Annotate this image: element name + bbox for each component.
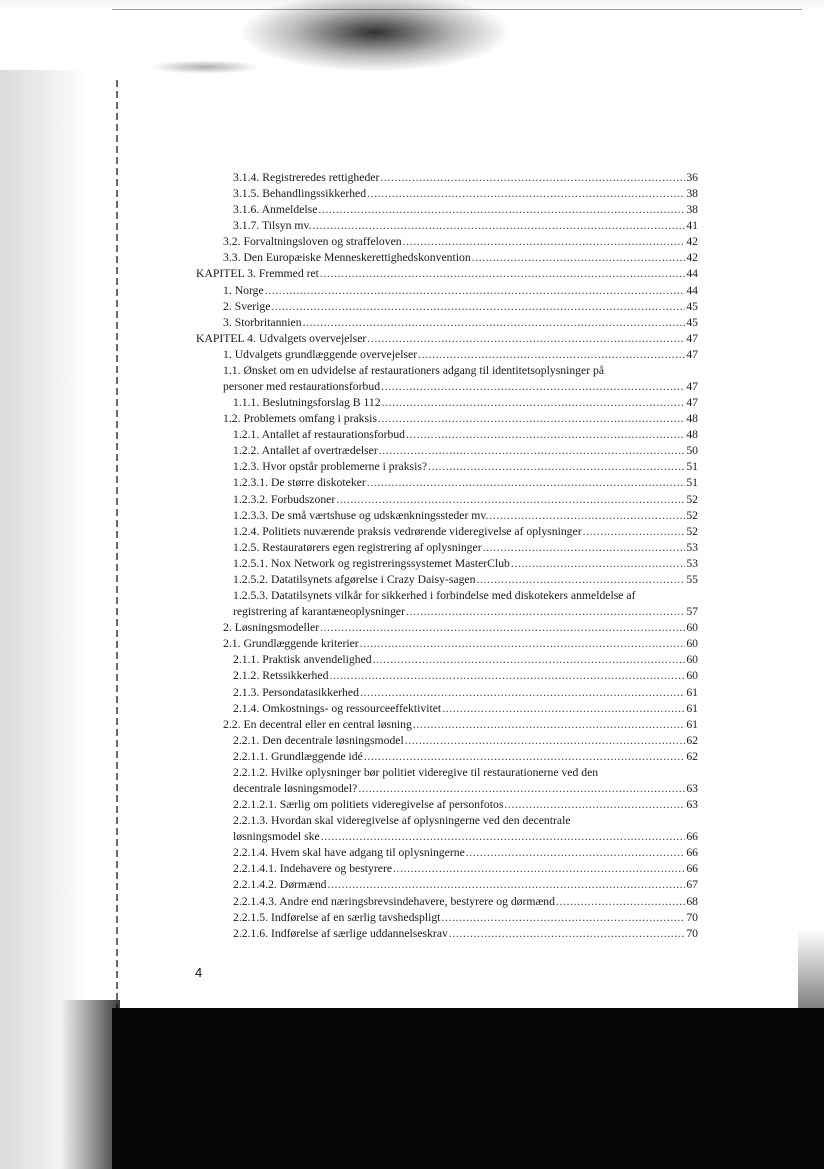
toc-entry-row: [233, 894, 698, 910]
toc-entry-title: 1.2.5. Restauratørers egen registrering af oplysninger: [233, 540, 482, 554]
toc-entry: [233, 588, 698, 620]
toc-entry: [233, 813, 698, 845]
toc-entry-page: 53: [686, 540, 698, 554]
toc-entry-title: 3.1.5. Behandlingssikkerhed: [233, 187, 367, 201]
toc-entry-title: 3.1.6. Anmeldelse: [233, 203, 318, 217]
dot-leader: [413, 717, 685, 733]
toc-entry-title: 1.2.1. Antallet af restaurationsforbud: [233, 428, 406, 442]
toc-entry-title: 2.1.1. Praktisk anvendelighed: [233, 653, 372, 667]
toc-entry-title: 1.2.3.3. De små værtshuse og udskænkningssteder mv.: [233, 508, 489, 522]
toc-entry-page: 60: [686, 621, 698, 635]
toc-entry-page: 53: [686, 556, 698, 570]
toc-entry: [233, 652, 698, 668]
dot-leader: [358, 781, 685, 797]
toc-entry: [223, 363, 698, 395]
toc-entry: [223, 250, 698, 266]
toc-entry: [223, 315, 698, 331]
scan-right-edge: [798, 930, 824, 1010]
dot-leader: [504, 797, 685, 813]
toc-entry-title: 1. Udvalgets grundlæggende overvejelser: [223, 347, 418, 361]
toc-entry-title: 1.2.2. Antallet af overtrædelser: [233, 444, 378, 458]
dot-leader: [406, 604, 685, 620]
dot-leader: [583, 524, 686, 540]
toc-entry-row: [223, 234, 698, 250]
toc-entry-title: 1.1.1. Beslutningsforslag B 112: [233, 396, 381, 410]
toc-entry: [233, 459, 698, 475]
toc-entry: [233, 765, 698, 797]
toc-entry-row: [233, 540, 698, 556]
dot-leader: [379, 443, 686, 459]
toc-entry: [233, 218, 698, 234]
dot-leader: [511, 556, 685, 572]
toc-entry-page: 41: [686, 219, 698, 233]
scan-left-edge: [116, 80, 118, 1140]
toc-entry-row: [233, 459, 698, 475]
toc-entry-row: [223, 717, 698, 733]
toc-entry: [223, 620, 698, 636]
toc-entry-title: 2.2.1.4.3. Andre end næringsbrevsindehavere, bestyrere og dørmænd: [233, 894, 555, 908]
toc-entry: [223, 636, 698, 652]
toc-entry-page: 70: [686, 910, 698, 924]
toc-entry-title: KAPITEL 3. Fremmed ret: [196, 267, 319, 281]
page-number: 4: [195, 965, 203, 980]
toc-entry-title: 2.1.3. Persondatasikkerhed: [233, 685, 359, 699]
toc-entry-row: [233, 604, 698, 620]
toc-entry: [233, 749, 698, 765]
dot-leader: [373, 652, 686, 668]
toc-entry-title: 2.1. Grundlæggende kriterier: [223, 637, 359, 651]
toc-entry-title: 2.2.1.2. Hvilke oplysninger bør politiet videregive til restaurationerne ved den: [233, 765, 599, 779]
scan-smudge-small: [150, 60, 260, 74]
toc-entry-page: 61: [686, 701, 698, 715]
dot-leader: [320, 266, 685, 282]
dot-leader: [360, 636, 686, 652]
toc-entry-page: 44: [686, 283, 698, 297]
scan-bottom-black: [112, 1008, 824, 1169]
dot-leader: [441, 910, 685, 926]
dot-leader: [418, 347, 685, 363]
toc-entry-row: [233, 781, 698, 797]
toc-entry: [233, 910, 698, 926]
toc-entry-page: 38: [686, 187, 698, 201]
toc-entry: [223, 234, 698, 250]
dot-leader: [378, 411, 685, 427]
toc-entry-page: 66: [686, 862, 698, 876]
toc-entry: [196, 331, 698, 347]
toc-entry-row: [233, 877, 698, 893]
toc-entry-page: 66: [686, 830, 698, 844]
toc-entry-page: 63: [686, 781, 698, 795]
toc-entry-title: 1.2.3. Hvor opstår problemerne i praksis?: [233, 460, 428, 474]
toc-entry-title: 2.2.1.1. Grundlæggende idé: [233, 749, 363, 763]
dot-leader: [472, 250, 686, 266]
toc-entry-page: 50: [686, 444, 698, 458]
dot-leader: [360, 685, 685, 701]
toc-entry-title: 1.2.5.3. Datatilsynets vilkår for sikkerhed i forbindelse med diskotekers anmeldelse af: [233, 589, 636, 603]
toc-entry-row: [233, 668, 698, 684]
toc-entry-title: 2.2.1.6. Indførelse af særlige uddannelseskrav: [233, 926, 448, 940]
toc-entry-page: 42: [686, 235, 698, 249]
toc-entry: [233, 701, 698, 717]
toc-entry-continuation: decentrale løsningsmodel?: [233, 781, 358, 795]
toc-entry-title: 2.2.1.4.1. Indehavere og bestyrere: [233, 862, 393, 876]
toc-entry: [233, 492, 698, 508]
dot-leader: [364, 749, 685, 765]
toc-entry-title: 3. Storbritannien: [223, 315, 302, 329]
toc-entry-title: 3.1.7. Tilsyn mv.: [233, 219, 312, 233]
toc-entry-page: 47: [686, 347, 698, 361]
toc-entry-page: 60: [686, 653, 698, 667]
dot-leader: [328, 877, 686, 893]
toc-entry: [233, 427, 698, 443]
toc-entry-page: 52: [686, 524, 698, 538]
toc-entry-title: 1.2.3.2. Forbudszoner: [233, 492, 336, 506]
toc-entry-title: 2.2.1. Den decentrale løsningsmodel: [233, 733, 404, 747]
dot-leader: [367, 186, 685, 202]
dot-leader: [321, 829, 686, 845]
dot-leader: [367, 475, 686, 491]
toc-entry-row: [233, 701, 698, 717]
toc-entry-row: [233, 685, 698, 701]
toc-entry-row: [223, 283, 698, 299]
toc-entry: [233, 572, 698, 588]
toc-entry-row: [233, 910, 698, 926]
toc-entry-page: 62: [686, 733, 698, 747]
toc-entry-page: 55: [686, 572, 698, 586]
toc-entry-title: 3.2. Forvaltningsloven og straffeloven: [223, 235, 402, 249]
toc-entry-row: [233, 186, 698, 202]
toc-entry-page: 45: [686, 315, 698, 329]
toc-entry: [233, 443, 698, 459]
toc-entry-page: 51: [686, 476, 698, 490]
toc-entry-title: 1. Norge: [223, 283, 264, 297]
toc-entry-title: 2.1.4. Omkostnings- og ressourceeffektivitet: [233, 701, 442, 715]
toc-entry-page: 63: [686, 798, 698, 812]
dot-leader: [556, 894, 685, 910]
toc-entry: [223, 299, 698, 315]
toc-entry: [233, 508, 698, 524]
toc-entry-title: 3.3. Den Europæiske Menneskerettighedskonvention: [223, 251, 471, 265]
dot-leader: [466, 845, 686, 861]
toc-entry-page: 61: [686, 685, 698, 699]
toc-entry-page: 60: [686, 637, 698, 651]
toc-entry: [233, 475, 698, 491]
dot-leader: [320, 620, 685, 636]
toc-entry-row: [233, 524, 698, 540]
toc-entry-row: [233, 926, 698, 942]
dot-leader: [367, 331, 685, 347]
toc-entry-row: [196, 331, 698, 347]
toc-entry-row: [196, 266, 698, 282]
toc-entry: [233, 845, 698, 861]
toc-entry-row: [233, 652, 698, 668]
toc-entry-title: 2. Løsningsmodeller: [223, 621, 320, 635]
toc-entry-row: [223, 299, 698, 315]
toc-entry-title: 1.1. Ønsket om en udvidelse af restaurationers adgang til identitetsoplysninger på: [223, 363, 605, 377]
toc-entry-title: 1.2.3.1. De større diskoteker: [233, 476, 366, 490]
toc-entry: [233, 524, 698, 540]
toc-entry-title: 2. Sverige: [223, 299, 271, 313]
toc-entry-title: 2.2.1.5. Indførelse af en særlig tavshedspligt: [233, 910, 441, 924]
toc-entry-page: 38: [686, 203, 698, 217]
toc-entry: [233, 540, 698, 556]
toc-entry-title: 3.1.4. Registreredes rettigheder: [233, 171, 380, 184]
toc-entry-row: [233, 170, 698, 186]
dot-leader: [381, 379, 685, 395]
dot-leader: [303, 315, 686, 331]
dot-leader: [476, 572, 685, 588]
toc-entry-title: 1.2.5.2. Datatilsynets afgørelse i Crazy Daisy-sagen: [233, 572, 476, 586]
toc-entry-page: 60: [686, 669, 698, 683]
scan-bottom-fade: [60, 1000, 120, 1169]
toc-entry-continuation: registrering af karantæneoplysninger: [233, 605, 406, 619]
toc-entry-page: 66: [686, 846, 698, 860]
dot-leader: [403, 234, 686, 250]
toc-entry: [233, 861, 698, 877]
toc-entry: [233, 186, 698, 202]
toc-entry-title: 1.2. Problemets omfang i praksis: [223, 412, 377, 426]
toc-entry-continuation: løsningsmodel ske: [233, 830, 320, 844]
toc-entry-page: 68: [686, 894, 698, 908]
toc-entry-title: 2.1.2. Retssikkerhed: [233, 669, 329, 683]
toc-entry-page: 67: [686, 878, 698, 892]
toc-entry-row: [233, 572, 698, 588]
toc-entry-page: 51: [686, 460, 698, 474]
dot-leader: [336, 492, 685, 508]
dot-leader: [483, 540, 686, 556]
toc-entry-page: 52: [686, 508, 698, 522]
toc-entry-row: [223, 379, 698, 395]
toc-entry-page: 47: [686, 396, 698, 410]
toc-entry-row: [223, 315, 698, 331]
dot-leader: [329, 668, 685, 684]
dot-leader: [382, 395, 686, 411]
toc-entry-row: [233, 829, 698, 845]
toc-entry-title: KAPITEL 4. Udvalgets overvejelser: [196, 331, 367, 345]
toc-entry-row: [223, 620, 698, 636]
toc-entry-page: 61: [686, 717, 698, 731]
toc-entry: [233, 685, 698, 701]
table-of-contents: [196, 170, 698, 942]
dot-leader: [442, 701, 685, 717]
toc-entry: [223, 347, 698, 363]
toc-entry-page: 36: [686, 171, 698, 184]
toc-entry-page: 57: [686, 605, 698, 619]
toc-entry: [233, 733, 698, 749]
toc-entry: [233, 877, 698, 893]
toc-entry: [233, 894, 698, 910]
dot-leader: [265, 283, 686, 299]
toc-entry-row: [233, 395, 698, 411]
toc-entry-page: 47: [686, 380, 698, 394]
toc-entry: [233, 668, 698, 684]
toc-entry-page: 48: [686, 412, 698, 426]
toc-entry-row: [233, 508, 698, 524]
toc-entry-continuation: personer med restaurationsforbud: [223, 380, 381, 394]
toc-entry-page: 44: [686, 267, 698, 281]
toc-entry: [233, 395, 698, 411]
toc-entry-row: [233, 492, 698, 508]
toc-entry-row: [233, 845, 698, 861]
toc-entry-title: 2.2. En decentral eller en central løsning: [223, 717, 412, 731]
dot-leader: [393, 861, 685, 877]
toc-entry: [223, 283, 698, 299]
toc-entry-row: [223, 411, 698, 427]
toc-entry-page: 70: [686, 926, 698, 940]
toc-entry-page: 42: [686, 251, 698, 265]
toc-entry: [233, 202, 698, 218]
dot-leader: [449, 926, 685, 942]
toc-entry-page: 62: [686, 749, 698, 763]
toc-entry-title: 2.2.1.2.1. Særlig om politiets videregivelse af personfotos: [233, 798, 504, 812]
toc-entry-page: 48: [686, 428, 698, 442]
toc-entry: [233, 797, 698, 813]
toc-entry-row: [223, 250, 698, 266]
toc-entry-row: [223, 347, 698, 363]
toc-entry: [223, 717, 698, 733]
toc-entry-row: [233, 749, 698, 765]
toc-entry-title: 2.2.1.4.2. Dørmænd: [233, 878, 327, 892]
toc-entry-page: 52: [686, 492, 698, 506]
dot-leader: [318, 202, 685, 218]
dot-leader: [428, 459, 685, 475]
toc-entry: [233, 556, 698, 572]
toc-entry-row: [233, 218, 698, 234]
toc-entry: [233, 170, 698, 186]
toc-entry-row: [233, 861, 698, 877]
toc-entry-row: [233, 797, 698, 813]
dot-leader: [380, 170, 685, 186]
toc-entry-row: [233, 202, 698, 218]
dot-leader: [271, 299, 685, 315]
toc-entry-row: [233, 443, 698, 459]
toc-entry-title: 1.2.4. Politiets nuværende praksis vedrørende videregivelse af oplysninger: [233, 524, 582, 538]
dot-leader: [406, 427, 685, 443]
toc-entry: [233, 926, 698, 942]
toc-entry-title: 2.2.1.3. Hvordan skal videregivelse af oplysningerne ved den decentrale: [233, 814, 571, 828]
dot-leader: [405, 733, 686, 749]
toc-entry-row: [233, 556, 698, 572]
toc-entry-page: 45: [686, 299, 698, 313]
toc-entry-page: 47: [686, 331, 698, 345]
toc-entry-row: [233, 733, 698, 749]
toc-entry: [223, 411, 698, 427]
toc-entry-row: [233, 475, 698, 491]
toc-entry: [196, 266, 698, 282]
dot-leader: [312, 218, 685, 234]
toc-entry-row: [233, 427, 698, 443]
toc-entry-row: [223, 636, 698, 652]
toc-entry-title: 1.2.5.1. Nox Network og registreringssystemet MasterClub: [233, 556, 510, 570]
toc-entry-title: 2.2.1.4. Hvem skal have adgang til oplysningerne: [233, 846, 465, 860]
dot-leader: [489, 508, 685, 524]
